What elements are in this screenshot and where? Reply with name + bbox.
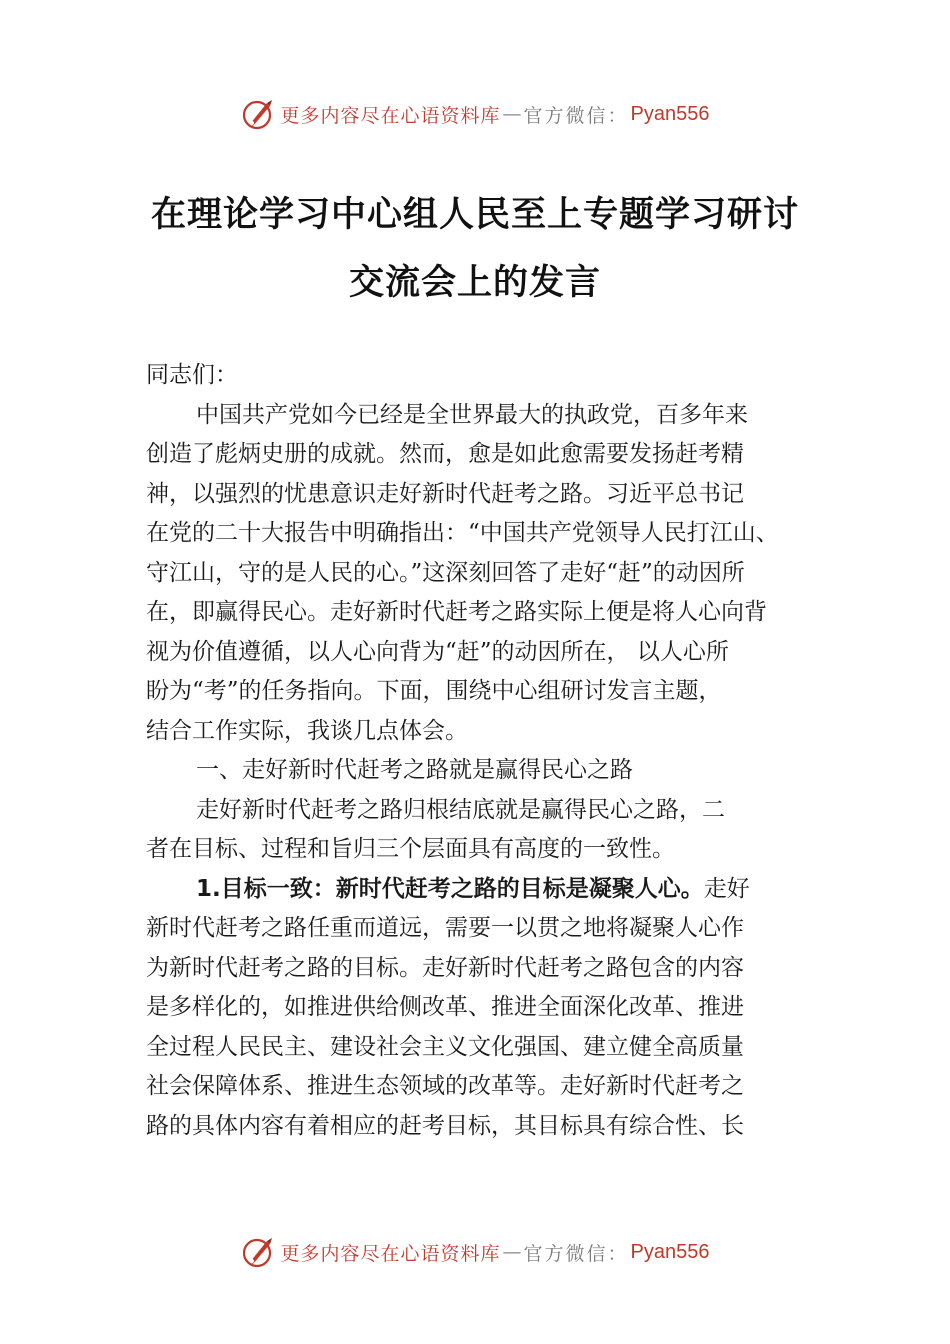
paragraph-line: 结合工作实际，我谈几点体会。: [146, 717, 468, 744]
banner-dash: —: [502, 1241, 522, 1263]
greeting: 同志们：: [146, 362, 238, 388]
section-heading-1: 一、走好新时代赶考之路就是赢得民心之路: [196, 757, 633, 783]
paragraph-line: 者在目标、过程和旨归三个层面具有高度的一致性。: [146, 836, 675, 862]
banner-text: 更多内容尽在心语资料库: [280, 104, 501, 127]
subheading-bold-lead: 1.目标一致：新时代赶考之路的目标是凝聚人心。: [196, 875, 704, 902]
header-banner: [0, 94, 950, 134]
paragraph-line: 全过程人民民主、建设社会主义文化强国、建立健全高质量: [146, 1033, 744, 1060]
paragraph-text: 走好: [703, 875, 750, 902]
paragraph-line: 视为价值遵循，以人心向背为“赶”的动因所在， 以人心所: [146, 638, 729, 665]
paragraph-line-with-bold-lead: [146, 870, 836, 910]
banner-wechat-id: Pyan556: [630, 1240, 710, 1263]
paragraph-line: 新时代赶考之路任重而道远，需要一以贯之地将凝聚人心作: [146, 915, 744, 941]
banner-wechat-id: Pyan556: [630, 102, 710, 125]
paragraph-line: 神，以强烈的忧患意识走好新时代赶考之路。习近平总书记: [146, 480, 744, 507]
paragraph-line: 路的具体内容有着相应的赶考目标，其目标具有综合性、长: [146, 1112, 744, 1139]
paragraph-line: 守江山，守的是人民的心。”这深刻回答了走好“赶”的动因所: [146, 559, 745, 586]
quill-pen-logo-icon: [241, 97, 275, 131]
paragraph-line: 在党的二十大报告中明确指出：“中国共产党领导人民打江山、: [146, 520, 779, 546]
paragraph-line: 盼为“考”的任务指向。下面，围绕中心组研讨发言主题，: [146, 678, 722, 704]
paragraph-line: 创造了彪炳史册的成就。然而，愈是如此愈需要发扬赶考精: [146, 441, 744, 467]
banner-wechat-label: 官方微信：: [523, 1242, 629, 1265]
paragraph-line: 是多样化的，如推进供给侧改革、推进全面深化改革、推进: [146, 994, 744, 1020]
document-body: [146, 356, 836, 1146]
paragraph-line: 社会保障体系、推进生态领域的改革等。走好新时代赶考之: [146, 1073, 744, 1099]
paragraph-line: 中国共产党如今已经是全世界最大的执政党，百多年来: [196, 401, 748, 428]
banner-wechat-label: 官方微信：: [523, 104, 629, 127]
banner-dash: —: [502, 103, 522, 125]
quill-pen-logo-icon: [241, 1235, 275, 1269]
document-title-line-1: 在理论学习中心组人民至上专题学习研讨: [150, 194, 799, 235]
banner-text: 更多内容尽在心语资料库: [280, 1242, 501, 1265]
footer-banner: [0, 1232, 950, 1272]
document-title-line-2: 交流会上的发言: [348, 262, 601, 303]
paragraph-line: 在，即赢得民心。走好新时代赶考之路实际上便是将人心向背: [146, 599, 767, 625]
paragraph-line: 走好新时代赶考之路归根结底就是赢得民心之路，二: [196, 796, 725, 823]
paragraph-line: 为新时代赶考之路的目标。走好新时代赶考之路包含的内容: [146, 954, 744, 981]
